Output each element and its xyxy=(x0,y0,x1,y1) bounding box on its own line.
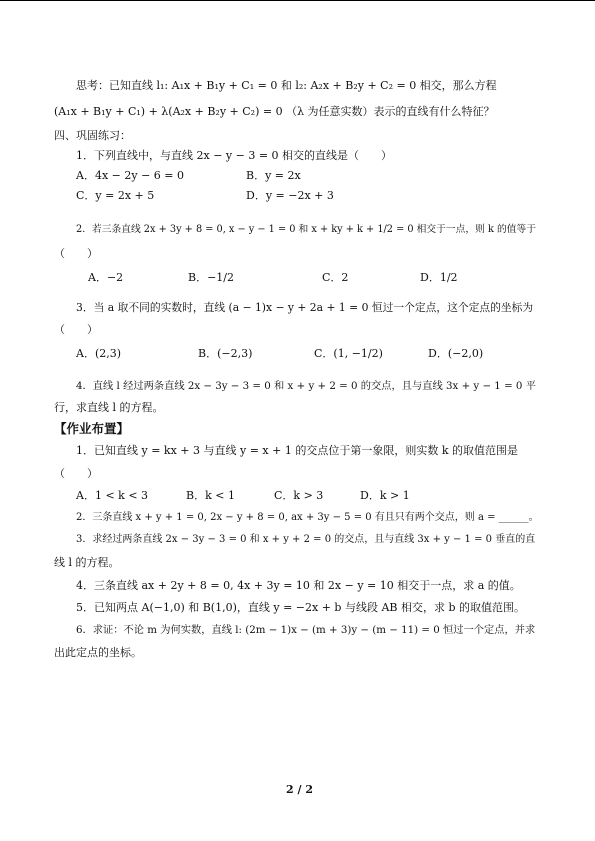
q4-line-2: 行，求直线 l 的方程。 xyxy=(54,401,164,414)
q1-option-c: C．y = 2x + 5 xyxy=(76,189,155,202)
q2-paren: （ ） xyxy=(54,247,98,260)
h1-paren: （ ） xyxy=(54,467,98,480)
h4-text: 4．三条直线 ax + 2y + 8 = 0, 4x + 3y = 10 和 2x − y = 10 相交于一点，求 a 的值。 xyxy=(76,579,521,592)
q3-option-c: C．(1, −1/2) xyxy=(314,347,383,360)
q1-stem: 1．下列直线中，与直线 2x − y − 3 = 0 相交的直线是（ ） xyxy=(76,149,393,162)
h3-line-1: 3．求经过两条直线 2x − 3y − 3 = 0 和 x + y + 2 = 0 的交点，且与直线 3x + y − 1 = 0 垂直的直 xyxy=(76,534,536,545)
h6-line-1: 6．求证：不论 m 为何实数，直线 l: (2m − 1)x − (m + 3)y − (m − 11) = 0 恒过一个定点，并求 xyxy=(76,624,536,636)
h1-stem: 1．已知直线 y = kx + 3 与直线 y = x + 1 的交点位于第一象限，则实数 k 的取值范围是 xyxy=(76,444,518,457)
page-top-rule xyxy=(0,0,595,1)
q1-option-b: B．y = 2x xyxy=(246,169,301,182)
h1-option-b: B．k < 1 xyxy=(186,489,235,502)
h5-text: 5．已知两点 A(−1,0) 和 B(1,0)，直线 y = −2x + b 与线段 AB 相交，求 b 的取值范围。 xyxy=(76,601,526,614)
h1-option-d: D．k > 1 xyxy=(360,489,410,502)
q1-option-a: A．4x − 2y − 6 = 0 xyxy=(76,169,184,182)
q3-option-d: D．(−2,0) xyxy=(428,347,484,360)
q3-option-a: A．(2,3) xyxy=(76,347,122,360)
q2-option-a: A．−2 xyxy=(88,271,124,284)
h2-text: 2．三条直线 x + y + 1 = 0, 2x − y + 8 = 0, ax + 3y − 5 = 0 有且只有两个交点，则 a = ______。 xyxy=(76,512,539,523)
think-line-1: 思考：已知直线 l₁: A₁x + B₁y + C₁ = 0 和 l₂: A₂x + B₂y + C₂ = 0 相交，那么方程 xyxy=(76,79,497,92)
h1-option-a: A．1 < k < 3 xyxy=(76,489,149,502)
h3-line-2: 线 l 的方程。 xyxy=(54,556,120,569)
homework-title: 【作业布置】 xyxy=(54,421,130,436)
section-title-practice: 四、巩固练习： xyxy=(54,129,131,142)
q3-option-b: B．(−2,3) xyxy=(198,347,253,360)
q2-option-d: D．1/2 xyxy=(420,271,458,284)
q1-option-d: D．y = −2x + 3 xyxy=(246,189,334,202)
q3-paren: （ ） xyxy=(54,323,98,336)
q3-stem: 3．当 a 取不同的实数时，直线 (a − 1)x − y + 2a + 1 = 0 恒过一个定点，这个定点的坐标为 xyxy=(76,301,534,314)
think-line-2: (A₁x + B₁y + C₁) + λ(A₂x + B₂y + C₂) = 0 （λ 为任意实数）表示的直线有什么特征？ xyxy=(54,105,495,118)
h6-line-2: 出此定点的坐标。 xyxy=(54,646,142,659)
q4-line-1: 4．直线 l 经过两条直线 2x − 3y − 3 = 0 和 x + y + 2 = 0 的交点，且与直线 3x + y − 1 = 0 平 xyxy=(76,380,536,392)
h1-option-c: C．k > 3 xyxy=(274,489,324,502)
q2-stem: 2．若三条直线 2x + 3y + 8 = 0, x − y − 1 = 0 和 x + ky + k + 1/2 = 0 相交于一点，则 k 的值等于 xyxy=(76,224,537,235)
page-number: 2 / 2 xyxy=(286,783,313,796)
q2-option-b: B．−1/2 xyxy=(188,271,235,284)
q2-option-c: C．2 xyxy=(322,271,349,284)
